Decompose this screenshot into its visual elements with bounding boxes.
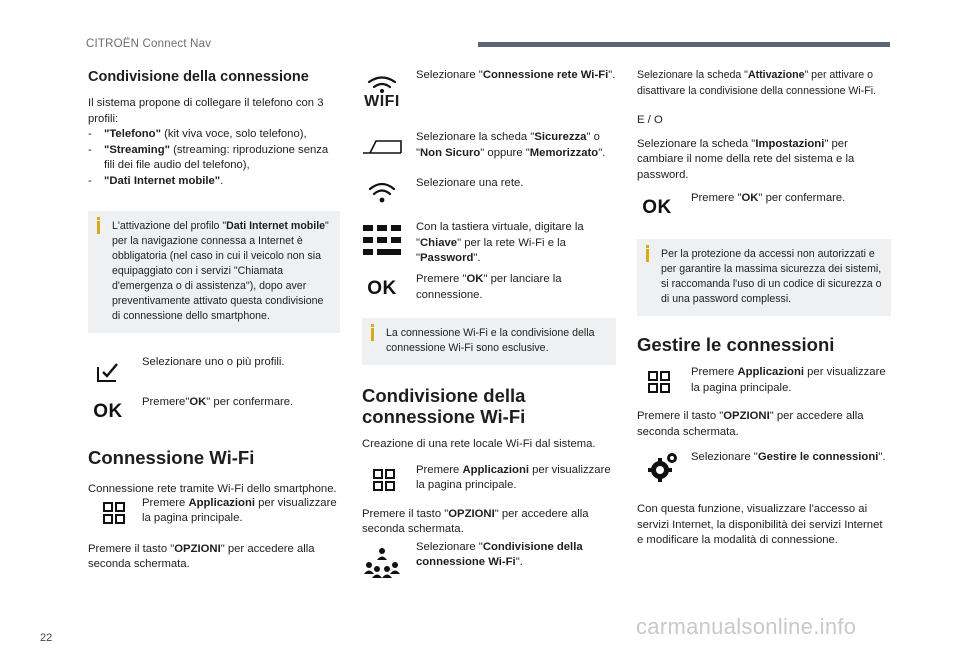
closing-paragraph: Con questa funzione, visualizzare l'accesso ai servizi Internet, la disponibilità dei servizi Internet e modificare la modalità di connessione.	[637, 503, 883, 546]
wifi-icon: WIFI	[362, 68, 402, 118]
step-security-tab: Selezionare la scheda "Sicurezza" o "Non Sicuro" oppure "Memorizzato".	[362, 130, 616, 164]
step-applications: Premere Applicazioni per visualizzare la pagina principale.	[88, 496, 340, 530]
step-select-manage-connections: Selezionare "Gestire le connessioni".	[637, 450, 891, 490]
step-confirm-ok: OK Premere"OK" per confermare.	[88, 395, 340, 431]
and-or-label: E / O	[637, 114, 663, 126]
profiles-intro: Il sistema propone di collegare il telefono con 3 profili:	[88, 97, 324, 125]
step-select-profiles: Selezionare uno o più profili.	[88, 355, 340, 391]
column-1	[88, 64, 340, 573]
header-accent-bar	[478, 42, 890, 47]
step-launch-connection: OK Premere "OK" per lanciare la connessione.	[362, 272, 616, 306]
section-title-wifi-connection: Connessione Wi-Fi	[88, 447, 255, 468]
applications-grid-icon	[364, 463, 404, 497]
applications-grid-icon	[639, 365, 679, 399]
page-number: 22	[40, 632, 53, 644]
sharing-users-icon	[362, 540, 402, 586]
checkbox-icon	[88, 355, 128, 389]
step-confirm-ok: OK Premere "OK" per confermare.	[637, 191, 891, 227]
watermark: carmanualsonline.info	[636, 614, 857, 639]
step-applications: Premere Applicazioni per visualizzare la pagina principale.	[362, 463, 616, 497]
section-title-manage-connections: Gestire le connessioni	[637, 334, 835, 355]
options-instruction: Premere il tasto "OPZIONI" per accedere alla seconda schermata.	[637, 410, 864, 438]
share-intro: Creazione di una rete locale Wi-Fi dal sistema.	[362, 438, 596, 450]
tab-selector-icon	[362, 130, 402, 164]
list-item: - "Dati Internet mobile".	[88, 174, 224, 187]
step-select-wifi-sharing: Selezionare "Condivisione della connessione Wi-Fi".	[362, 540, 616, 580]
ok-icon: OK	[367, 278, 397, 300]
brand-header: CITROËN Connect Nav	[86, 38, 212, 50]
info-icon	[371, 324, 374, 327]
step-applications: Premere Applicazioni per visualizzare la pagina principale.	[637, 365, 891, 399]
options-instruction: Premere il tasto "OPZIONI" per accedere alla seconda schermata.	[88, 542, 315, 570]
applications-grid-icon	[94, 496, 134, 530]
step-virtual-keyboard: Con la tastiera virtuale, digitare la "Chiave" per la rete Wi-Fi e la "Password".	[362, 220, 616, 268]
wifi-intro: Connessione rete tramite Wi-Fi dello smartphone.	[88, 483, 337, 495]
section-title-wifi-sharing: Condivisione della connessione Wi-Fi	[362, 385, 526, 427]
column-2	[362, 64, 616, 580]
info-box-security: Per la protezione da accessi non autorizzati e per garantire la massima sicurezza dei sistemi, si raccomanda l'uso di un codice di sicurezza o di una password complessi.	[637, 239, 891, 316]
info-icon	[646, 245, 649, 248]
info-box-wifi-exclusive: La connessione Wi-Fi e la condivisione della connessione Wi-Fi sono esclusive.	[362, 318, 616, 365]
step-select-wifi-network: WIFI Selezionare "Connessione rete Wi-Fi".	[362, 68, 616, 122]
info-box-mobile-data: L'attivazione del profilo "Dati Internet mobile" per la navigazione connessa a Internet è obbligatoria (nel caso in cui il veicolo non sia equipaggiato con i servizi "Chiamata d'emergenza o di assistenza"), dopo aver preventivamente attivato questa condivisione di connessione dello smartphone.	[88, 211, 340, 333]
options-instruction: Premere il tasto "OPZIONI" per accedere alla seconda schermata.	[362, 507, 589, 535]
section-title-connection-sharing: Condivisione della connessione	[88, 69, 309, 85]
column-3	[637, 64, 891, 549]
list-item: - "Streaming" (streaming: riproduzione senza fili dei file audio del telefono),	[88, 143, 329, 171]
list-item: - "Telefono" (kit viva voce, solo telefono),	[88, 128, 307, 140]
info-icon	[97, 217, 100, 220]
activation-instruction: Selezionare la scheda "Attivazione" per attivare o disattivare la condivisione della connessione Wi-Fi.	[637, 69, 877, 97]
gear-icon	[643, 450, 683, 484]
step-select-network: Selezionare una rete.	[362, 176, 616, 214]
settings-instruction: Selezionare la scheda "Impostazioni" per cambiare il nome della rete del sistema e la password.	[637, 137, 855, 181]
wifi-signal-icon	[362, 176, 402, 210]
ok-icon: OK	[642, 197, 672, 219]
ok-icon: OK	[93, 401, 123, 423]
profiles-list	[88, 127, 340, 189]
keyboard-icon	[362, 220, 402, 260]
